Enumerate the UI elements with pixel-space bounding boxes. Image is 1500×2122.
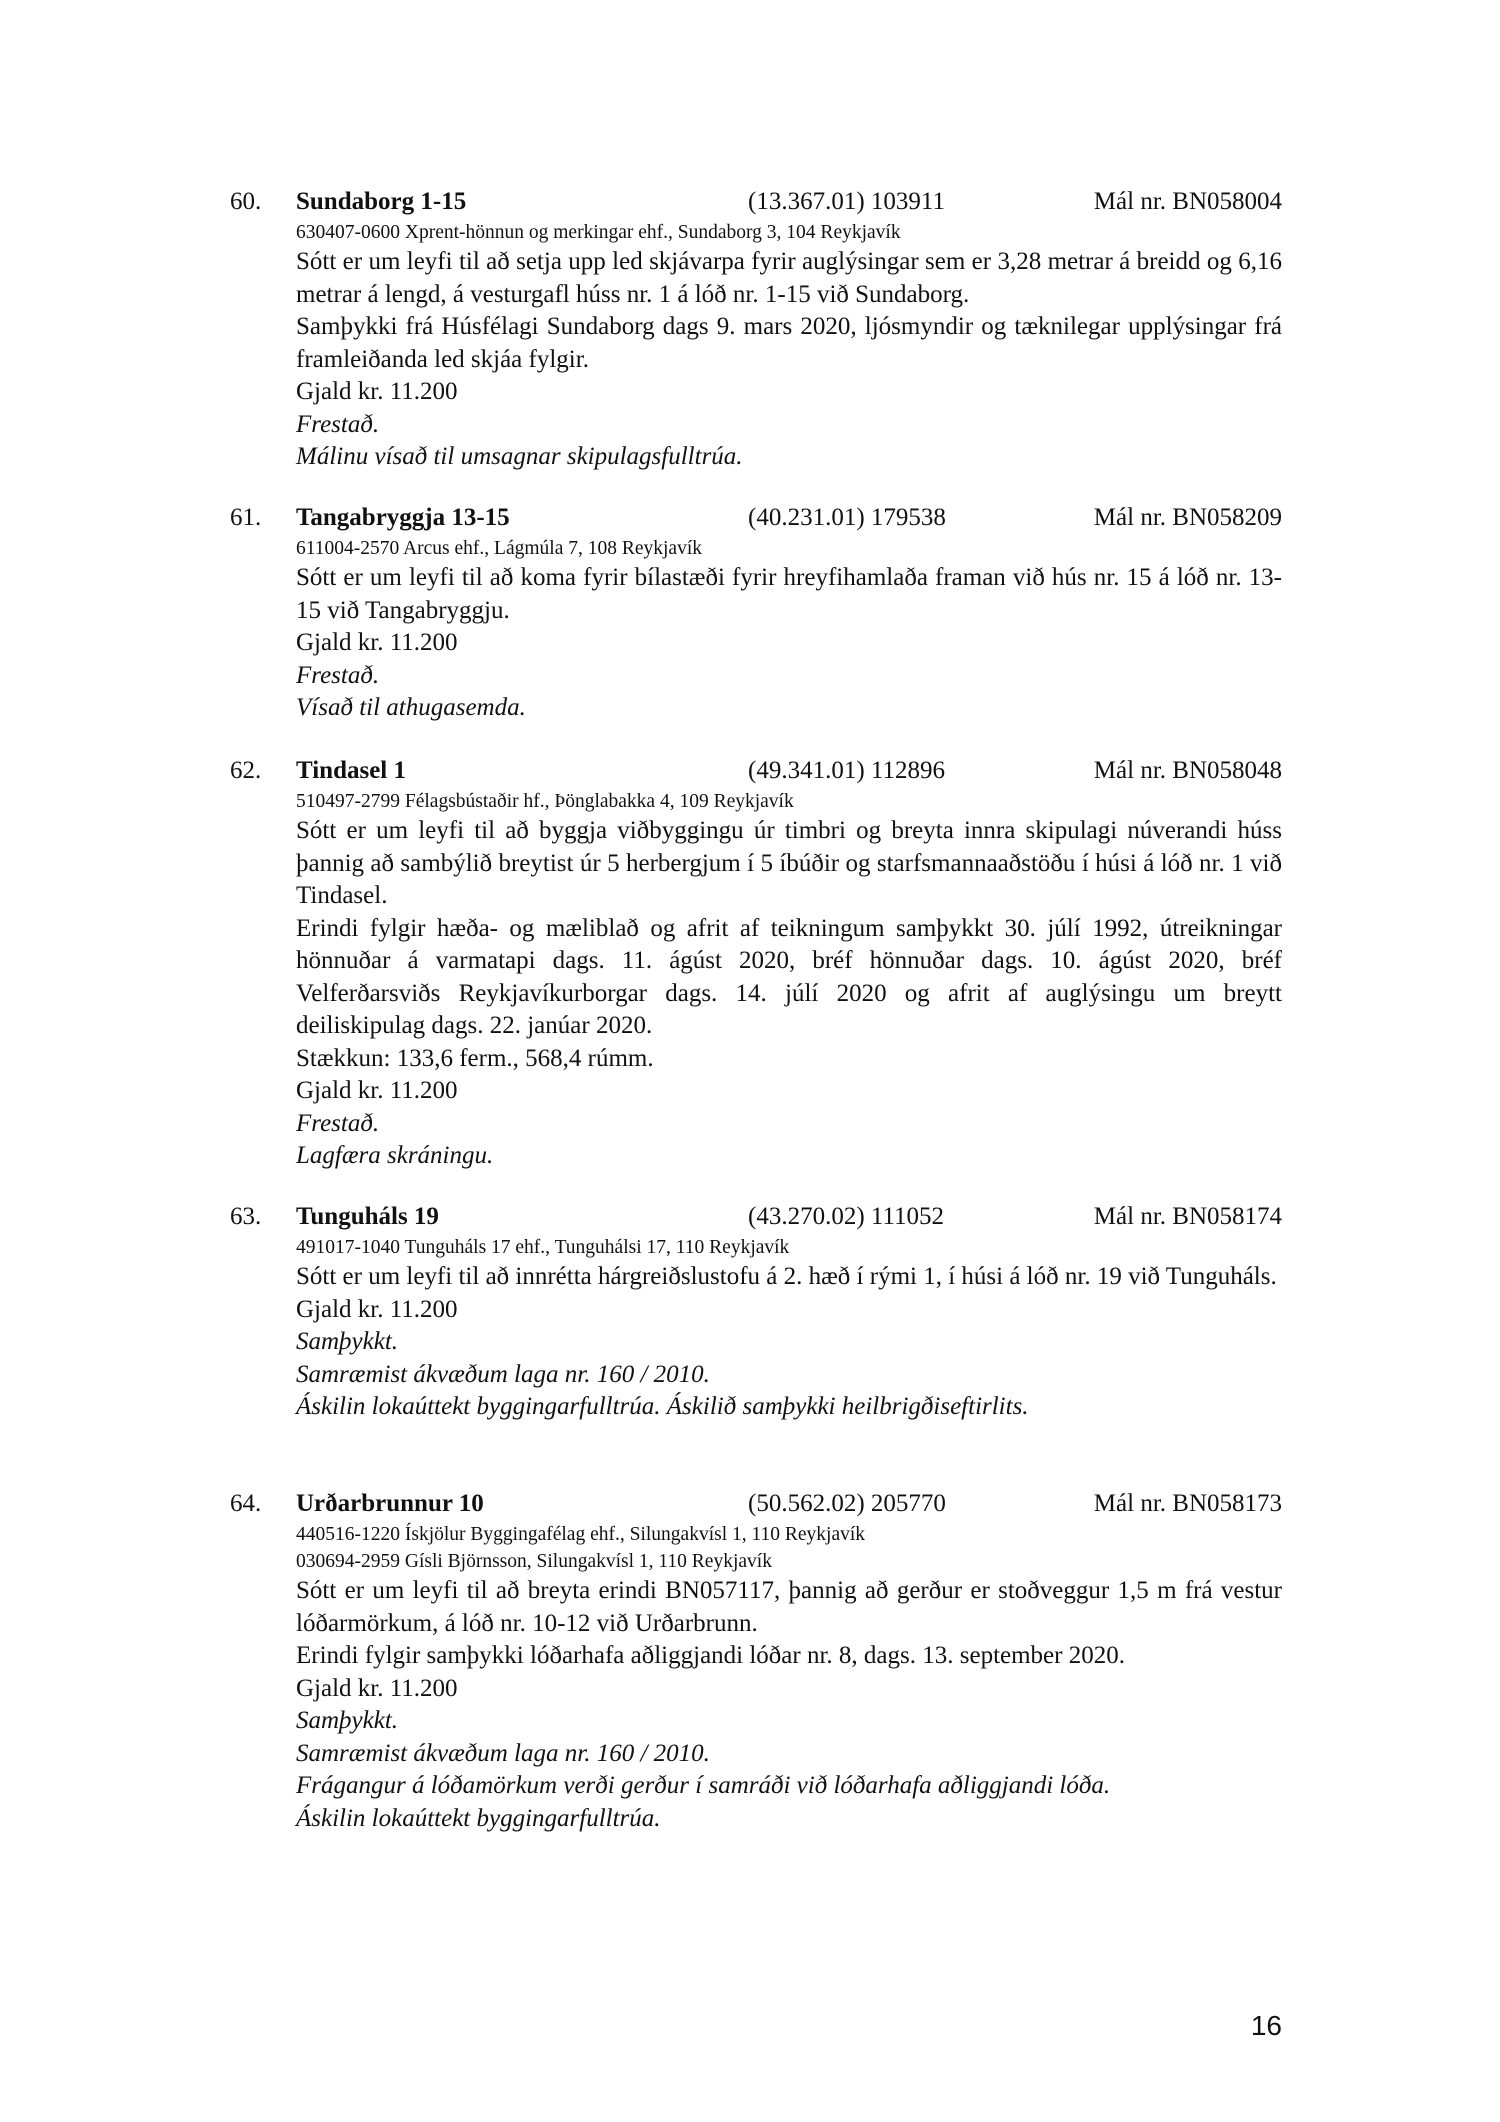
entry-header [230,185,1282,219]
entry-number: 63. [230,1203,262,1230]
entry-title: Urðarbrunnur 10 [296,1490,484,1517]
applicant: 611004-2570 Arcus ehf., Lágmúla 7, 108 Reykjavík [296,538,702,559]
entry-number: 60. [230,188,262,215]
case-number: Mál nr. BN058173 [1093,1490,1282,1517]
decision-note: Áskilin lokaúttekt byggingarfulltrúa. [296,1804,661,1832]
applicant: 491017-1040 Tunguháls 17 ehf., Tunguhálsi 17, 110 Reykjavík [296,1237,790,1258]
fee: Gjald kr. 11.200 [296,378,458,405]
decision-note: Áskilin lokaúttekt byggingarfulltrúa. Áskilið samþykki heilbrigðiseftirlits. [296,1393,1029,1420]
entry-63 [230,1200,1282,1424]
description: Sótt er um leyfi til að breyta erindi BN057117, þannig að gerður er stoðveggur 1,5 m frá vestur lóðarmörkum, á lóð nr. 10-12 við Urðarbrunn. [296,1577,1282,1637]
case-number: Mál nr. BN058048 [1093,757,1282,784]
enlargement: Stækkun: 133,6 ferm., 568,4 rúmm. [296,1044,654,1072]
entry-title: Tindasel 1 [296,757,406,784]
entry-number: 61. [230,504,262,531]
entry-reference: (13.367.01) 103911 [748,188,945,215]
case-number: Mál nr. BN058004 [1093,188,1282,215]
decision: Frestað. [296,410,380,438]
entry-62 [230,754,1282,1173]
entry-body [296,219,1282,474]
entry-64 [230,1487,1282,1835]
entry-body [296,535,1282,725]
decision-note: Málinu vísað til umsagnar skipulagsfulltrúa. [296,443,743,470]
entry-61 [230,501,1282,725]
applicant: 030694-2959 Gísli Björnsson, Silungakvísl 1, 110 Reykjavík [296,1551,772,1572]
entry-header [230,754,1282,788]
decision: Samþykkt. [296,1707,399,1734]
entry-60 [230,185,1282,474]
entry-reference: (43.270.02) 111052 [748,1203,945,1230]
decision-note: Lagfæra skráningu. [296,1142,494,1169]
entry-body [296,1234,1282,1424]
entry-title: Tangabryggja 13-15 [296,504,510,531]
attachments: Samþykki frá Húsfélagi Sundaborg dags 9. mars 2020, ljósmyndir og tæknilegar upplýsingar frá framleiðanda led skjáa fylgir. [296,313,1282,373]
decision: Frestað. [296,1109,380,1137]
description: Sótt er um leyfi til að innrétta hárgreiðslustofu á 2. hæð í rými 1, í húsi á lóð nr. 19 við Tunguháls. [296,1263,1277,1290]
entry-body [296,1521,1282,1835]
entry-header [230,1487,1282,1521]
decision-note: Samræmist ákvæðum laga nr. 160 / 2010. [296,1739,710,1767]
decision-note: Samræmist ákvæðum laga nr. 160 / 2010. [296,1360,710,1388]
entry-title: Sundaborg 1-15 [296,188,467,215]
entry-reference: (40.231.01) 179538 [748,504,946,531]
attachments: Erindi fylgir hæða- og mæliblað og afrit af teikningum samþykkt 30. júlí 1992, útreikningar hönnuðar á varmatapi dags. 11. ágúst 2020, bréf hönnuðar dags. 10. ágúst 2020, bréf Velferðarsviðs Reykjavíkurborgar dags. 14. júlí 2020 og afrit af auglýsingu um breytt deiliskipulag dags. 22. janúar 2020. [296,914,1282,1039]
fee: Gjald kr. 11.200 [296,1295,458,1323]
entry-number: 64. [230,1490,262,1517]
entry-header [230,1200,1282,1234]
entry-header [230,501,1282,535]
entry-reference: (50.562.02) 205770 [748,1490,946,1517]
attachments: Erindi fylgir samþykki lóðarhafa aðliggjandi lóðar nr. 8, dags. 13. september 2020. [296,1642,1125,1669]
applicant: 440516-1220 Ískjölur Byggingafélag ehf., Silungakvísl 1, 110 Reykjavík [296,1524,866,1545]
fee: Gjald kr. 11.200 [296,1674,458,1702]
applicant: 630407-0600 Xprent-hönnun og merkingar ehf., Sundaborg 3, 104 Reykjavík [296,222,901,243]
description: Sótt er um leyfi til að setja upp led skjávarpa fyrir auglýsingar sem er 3,28 metrar á breidd og 6,16 metrar á lengd, á vesturgafl húss nr. 1 á lóð nr. 1-15 við Sundaborg. [296,248,1282,308]
description: Sótt er um leyfi til að byggja viðbyggingu úr timbri og breyta innra skipulagi núverandi húss þannig að sambýlið breytist úr 5 herbergjum í 5 íbúðir og starfsmannaaðstöðu í húsi á lóð nr. 1 við Tindasel. [296,817,1282,909]
case-number: Mál nr. BN058174 [1093,1203,1282,1230]
decision: Frestað. [296,661,380,689]
decision-note: Vísað til athugasemda. [296,694,526,721]
fee: Gjald kr. 11.200 [296,1077,458,1104]
description: Sótt er um leyfi til að koma fyrir bílastæði fyrir hreyfihamlaða framan við hús nr. 15 á lóð nr. 13-15 við Tangabryggju. [296,564,1282,624]
entry-number: 62. [230,757,262,784]
decision: Samþykkt. [296,1328,399,1355]
entry-title: Tunguháls 19 [296,1203,439,1230]
case-number: Mál nr. BN058209 [1093,504,1282,531]
entry-body [296,788,1282,1173]
page-number: 16 [1250,2010,1282,2041]
fee: Gjald kr. 11.200 [296,629,458,656]
entry-reference: (49.341.01) 112896 [748,757,945,784]
decision-note: Frágangur á lóðamörkum verði gerður í samráði við lóðarhafa aðliggjandi lóða. [296,1772,1111,1799]
applicant: 510497-2799 Félagsbústaðir hf., Þönglabakka 4, 109 Reykjavík [296,791,794,812]
